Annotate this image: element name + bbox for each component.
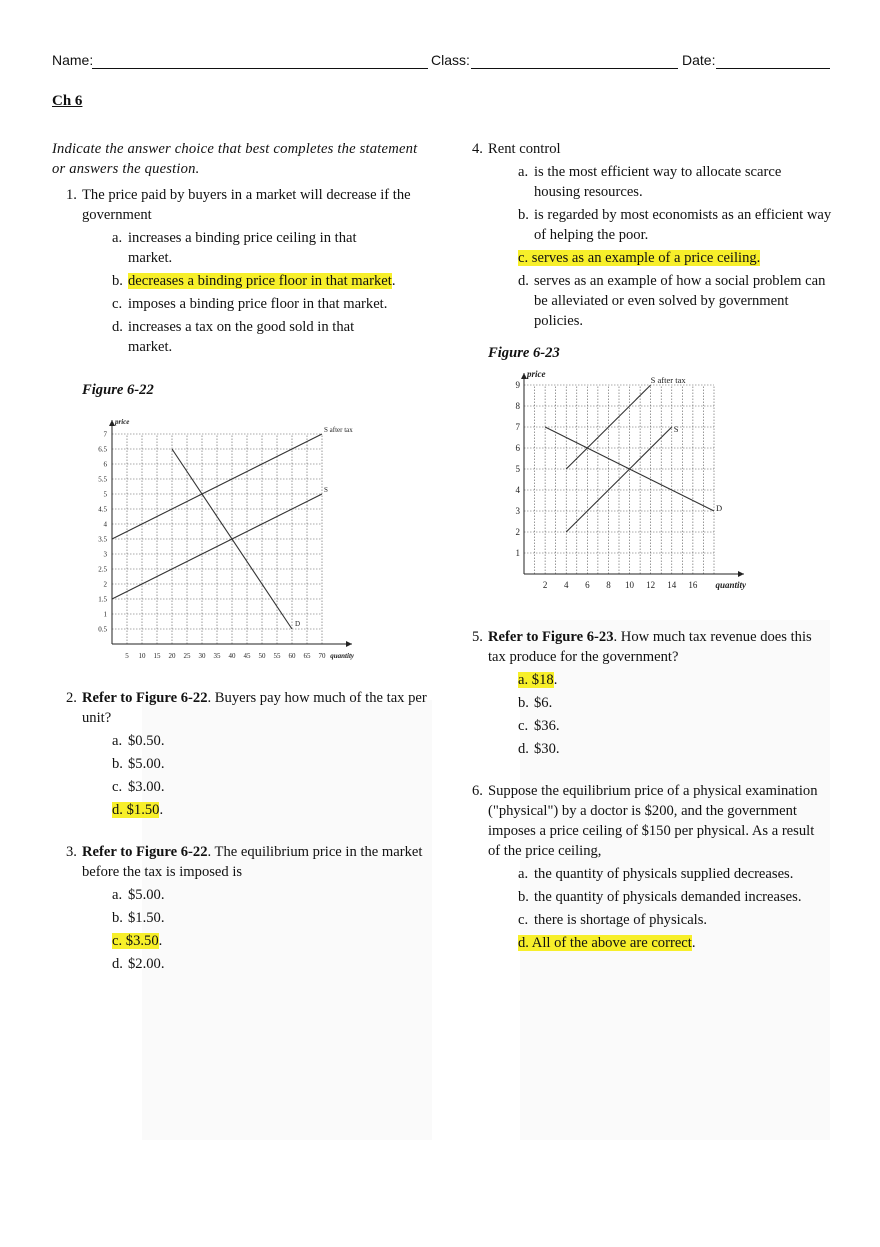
y-tick-label: 1 (103, 610, 107, 619)
stem-text: . Buyers pay how much of the tax per unit? (82, 690, 427, 726)
x-tick-label: 60 (288, 652, 296, 660)
option-text: there is shortage of physicals. (534, 912, 708, 928)
x-axis-arrow (346, 641, 352, 647)
y-tick-label: 9 (515, 380, 520, 391)
series-label-s-after-tax: S after tax (324, 426, 353, 434)
option-c[interactable] (82, 294, 432, 314)
x-tick-label: 50 (258, 652, 266, 660)
x-tick-label: 20 (168, 652, 176, 660)
highlighted-answer (518, 250, 760, 266)
student-info-header (52, 52, 830, 72)
option-letter: d. (112, 319, 123, 335)
option-a[interactable] (82, 885, 432, 905)
question-number: 3. (66, 844, 77, 860)
option-letter: d. (518, 741, 529, 757)
option-c[interactable] (82, 777, 432, 797)
highlighted-answer (518, 935, 692, 951)
x-tick-label: 45 (243, 652, 251, 660)
option-letter: b. (112, 756, 123, 772)
option-text: $36. (534, 718, 560, 734)
y-tick-label: 2.5 (98, 565, 107, 574)
option-text: $1.50 (126, 802, 160, 818)
highlighted-answer (112, 273, 392, 289)
option-d-correct[interactable] (82, 800, 432, 820)
option-text: the quantity of physicals supplied decreases. (534, 866, 794, 882)
y-tick-label: 6 (103, 460, 107, 469)
option-text: $18 (531, 672, 554, 688)
class-field-line[interactable] (471, 68, 678, 69)
figure-6-22-caption: Figure 6-22 (82, 382, 154, 398)
date-label: Date: (682, 52, 716, 68)
option-text: $6. (534, 695, 553, 711)
y-tick-label: 2 (103, 580, 107, 589)
y-tick-label: 6 (515, 443, 520, 454)
figure-reference: Refer to Figure 6-22 (82, 690, 208, 706)
name-label: Name: (52, 52, 94, 68)
series-label-s-after-tax: S after tax (650, 375, 686, 385)
y-tick-label: 0.5 (98, 625, 107, 634)
y-tick-label: 4.5 (98, 505, 107, 514)
figure-6-23-chart (488, 363, 788, 613)
x-tick-label: 16 (688, 580, 698, 590)
x-tick-label: 10 (138, 652, 146, 660)
option-letter: a. (112, 733, 123, 749)
figure-reference: Refer to Figure 6-23 (488, 629, 614, 645)
figure-6-23-caption: Figure 6-23 (488, 345, 560, 361)
option-letter: c. (518, 912, 529, 928)
x-axis-label: quantity (330, 652, 354, 660)
x-tick-label: 15 (153, 652, 161, 660)
x-tick-label: 25 (183, 652, 191, 660)
option-letter: d. (112, 956, 123, 972)
option-text: increases a binding price ceiling in that market. (128, 230, 357, 266)
class-label: Class: (431, 52, 470, 68)
option-text: serves as an example of a price ceiling. (531, 250, 761, 266)
x-tick-label: 2 (542, 580, 548, 590)
question-number: 1. (66, 187, 77, 203)
option-letter: c. (518, 718, 529, 734)
option-b[interactable] (488, 693, 838, 713)
y-tick-label: 5 (103, 490, 107, 499)
x-tick-label: 30 (198, 652, 206, 660)
x-tick-label: 10 (625, 580, 635, 590)
option-a-correct[interactable] (488, 670, 838, 690)
option-letter: c. (112, 296, 123, 312)
question-number: 5. (472, 629, 483, 645)
question-1 (52, 185, 432, 357)
option-letter: d. (518, 273, 529, 289)
name-field-line[interactable] (92, 68, 428, 69)
option-text: increases a tax on the good sold in that market. (128, 319, 355, 355)
option-letter: c. (112, 933, 123, 949)
question-stem: Suppose the equilibrium price of a physical examination ("physical") by a doctor is $200, and the government imposes a price ceiling of $150 per physical. As a result of the price ceiling, (488, 783, 818, 859)
option-letter: c. (518, 250, 529, 266)
y-tick-label: 1 (515, 548, 520, 559)
option-text: $2.00. (128, 956, 165, 972)
option-letter: a. (518, 866, 529, 882)
option-d[interactable] (488, 271, 838, 331)
x-tick-label: 55 (273, 652, 281, 660)
option-a[interactable] (488, 162, 838, 202)
figure-6-22-chart (82, 412, 382, 682)
x-tick-label: 6 (585, 580, 590, 590)
question-stem: Rent control (488, 141, 561, 157)
left-column (52, 139, 432, 974)
question-number: 6. (472, 783, 483, 799)
option-text: $5.00. (128, 887, 165, 903)
option-a[interactable] (82, 228, 432, 268)
option-text: $3.00. (128, 779, 165, 795)
question-stem (82, 688, 432, 728)
question-stem (82, 842, 432, 882)
period: . (158, 933, 163, 949)
y-tick-label: 1.5 (98, 595, 107, 604)
x-tick-label: 65 (303, 652, 311, 660)
x-axis-label: quantity (715, 580, 746, 590)
option-a[interactable] (82, 731, 432, 751)
figure-reference: Refer to Figure 6-22 (82, 844, 208, 860)
y-tick-label: 4 (515, 485, 520, 496)
option-b-correct[interactable] (82, 271, 432, 291)
option-d[interactable] (82, 954, 432, 974)
series-label-s: S (673, 424, 679, 434)
y-tick-label: 3 (103, 550, 107, 559)
question-number: 2. (66, 690, 77, 706)
option-c[interactable] (488, 910, 838, 930)
question-5 (458, 627, 838, 759)
option-c-correct[interactable] (488, 248, 838, 268)
option-letter: a. (518, 672, 529, 688)
chapter-title: Ch 6 (52, 93, 83, 109)
question-2 (52, 688, 432, 820)
option-letter: b. (112, 273, 123, 289)
option-d[interactable] (82, 317, 432, 357)
option-text: $30. (534, 741, 560, 757)
period: . (391, 273, 396, 289)
option-text: $3.50 (125, 933, 159, 949)
option-letter: d. (112, 802, 123, 818)
x-axis-arrow (738, 571, 744, 577)
question-3 (52, 842, 432, 974)
stem-text: . How much tax revenue does this tax produce for the government? (488, 629, 812, 665)
x-tick-label: 40 (228, 652, 236, 660)
option-text: $1.50. (128, 910, 165, 926)
option-b[interactable] (82, 754, 432, 774)
option-letter: b. (518, 695, 529, 711)
y-tick-label: 2 (515, 527, 520, 538)
y-tick-label: 5.5 (98, 475, 107, 484)
highlighted-answer (518, 672, 554, 688)
option-text: serves as an example of how a social problem can be alleviated or even solved by government policies. (534, 273, 826, 329)
stem-text: . The equilibrium price in the market before the tax is imposed is (82, 844, 423, 880)
y-axis-label: price (115, 418, 130, 426)
y-tick-label: 3.5 (98, 535, 107, 544)
y-tick-label: 3 (515, 506, 520, 517)
option-d[interactable] (488, 739, 838, 759)
period: . (159, 802, 164, 818)
right-column (458, 139, 838, 953)
x-tick-label: 12 (646, 580, 656, 590)
question-stem: The price paid by buyers in a market will decrease if the government (82, 187, 411, 223)
option-text: the quantity of physicals demanded increases. (534, 889, 802, 905)
question-6 (458, 781, 838, 953)
x-tick-label: 4 (563, 580, 569, 590)
instructions: Indicate the answer choice that best completes the statement or answers the question. (52, 141, 418, 177)
option-letter: b. (518, 207, 529, 223)
y-tick-label: 8 (515, 401, 520, 412)
option-text: All of the above are correct (531, 935, 692, 951)
option-c-correct[interactable] (82, 931, 432, 951)
option-letter: a. (112, 230, 123, 246)
option-letter: b. (112, 910, 123, 926)
option-b[interactable] (488, 887, 838, 907)
option-text: $0.50. (128, 733, 165, 749)
option-letter: c. (112, 779, 123, 795)
question-number: 4. (472, 141, 483, 157)
x-tick-label: 14 (667, 580, 677, 590)
option-a[interactable] (488, 864, 838, 884)
option-text: is regarded by most economists as an efficient way of helping the poor. (534, 207, 832, 243)
x-tick-label: 70 (318, 652, 326, 660)
highlighted-answer (112, 933, 159, 949)
series-label-d: D (716, 503, 723, 513)
option-text: $5.00. (128, 756, 165, 772)
date-field-line[interactable] (716, 68, 830, 69)
series-label-s: S (324, 486, 328, 494)
option-d-correct[interactable] (488, 933, 838, 953)
y-axis-label: price (527, 369, 546, 379)
x-tick-label: 8 (606, 580, 611, 590)
y-tick-label: 6.5 (98, 445, 107, 454)
highlighted-answer (112, 802, 159, 818)
option-c[interactable] (488, 716, 838, 736)
option-b[interactable] (488, 205, 838, 245)
y-tick-label: 7 (103, 430, 107, 439)
question-stem (488, 627, 828, 667)
option-letter: a. (112, 887, 123, 903)
option-letter: d. (518, 935, 529, 951)
option-text: imposes a binding price floor in that market. (128, 296, 388, 312)
option-letter: a. (518, 164, 529, 180)
option-b[interactable] (82, 908, 432, 928)
y-tick-label: 5 (515, 464, 520, 475)
series-label-d: D (295, 620, 301, 628)
x-tick-label: 35 (213, 652, 221, 660)
option-letter: b. (518, 889, 529, 905)
x-tick-label: 5 (125, 652, 129, 660)
period: . (553, 672, 558, 688)
period: . (691, 935, 696, 951)
option-text: is the most efficient way to allocate scarce housing resources. (534, 164, 782, 200)
question-4 (458, 139, 838, 331)
y-tick-label: 7 (515, 422, 520, 433)
y-tick-label: 4 (103, 520, 107, 529)
option-text: decreases a binding price floor in that market (128, 273, 392, 289)
